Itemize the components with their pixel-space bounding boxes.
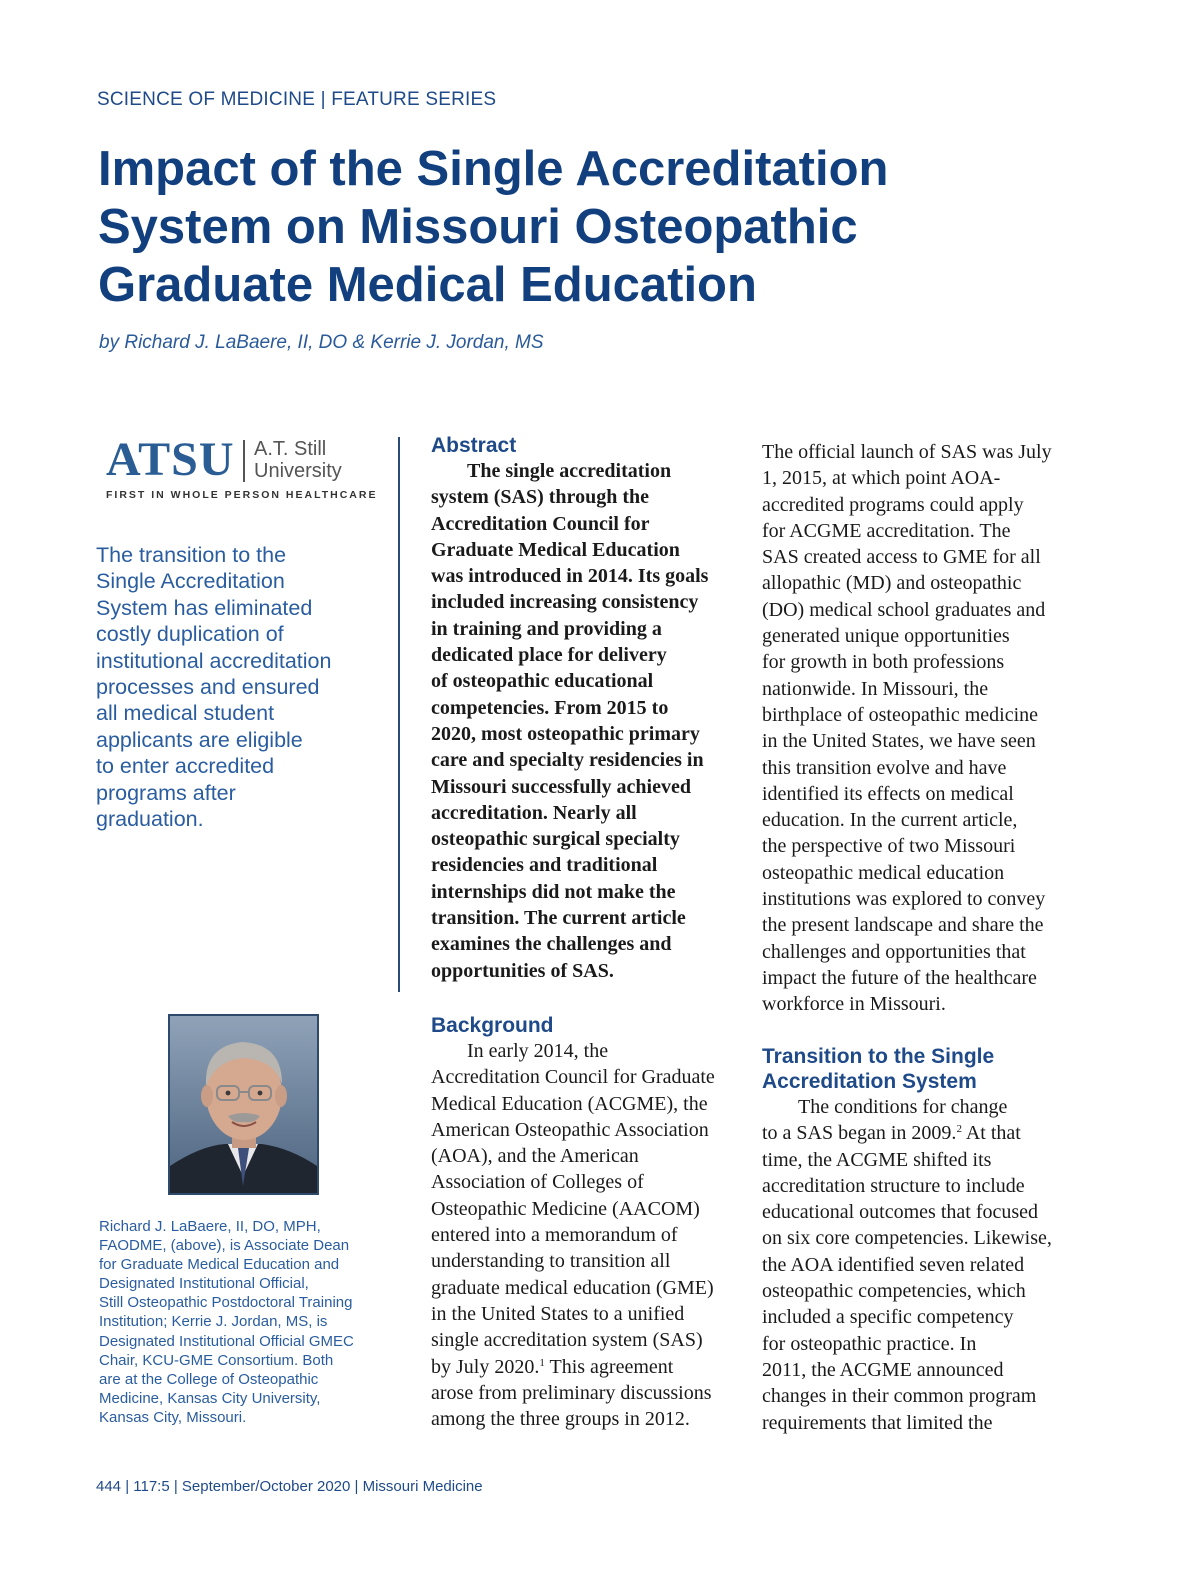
transition-line: 2011, the ACGME announced bbox=[762, 1358, 1004, 1381]
background-line: in the United States to a unified bbox=[431, 1302, 685, 1325]
abstract-line: system (SAS) through the bbox=[431, 486, 649, 509]
intro-line: accredited programs could apply bbox=[762, 493, 1024, 516]
transition-line: educational outcomes that focused bbox=[762, 1201, 1039, 1224]
intro-line: (DO) medical school graduates and bbox=[762, 598, 1046, 621]
reference-1[interactable]: 1 bbox=[539, 1356, 545, 1369]
series-label: SCIENCE OF MEDICINE | FEATURE SERIES bbox=[97, 89, 497, 110]
background-line: In early 2014, the bbox=[467, 1040, 609, 1062]
column-divider bbox=[398, 437, 400, 992]
pull-quote-line: institutional accreditation bbox=[96, 648, 332, 673]
abstract-line: opportunities of SAS. bbox=[431, 959, 614, 982]
pull-quote-line: Single Accreditation bbox=[96, 569, 285, 594]
byline: by Richard J. LaBaere, II, DO & Kerrie J. Jordan, MS bbox=[99, 332, 544, 353]
transition-line: osteopathic competencies, which bbox=[762, 1280, 1026, 1303]
transition-line-tail: At that bbox=[961, 1122, 1021, 1145]
background-line bbox=[431, 1354, 751, 1380]
background-line: single accreditation system (SAS) bbox=[431, 1329, 703, 1352]
abstract-line: internships did not make the bbox=[431, 880, 676, 903]
background-line: Osteopathic Medicine (AACOM) bbox=[431, 1197, 700, 1220]
transition-section bbox=[762, 1044, 1082, 1436]
background-line: entered into a memorandum of bbox=[431, 1224, 678, 1247]
background-line: American Osteopathic Association bbox=[431, 1118, 709, 1141]
background-section bbox=[431, 1014, 751, 1432]
abstract-line: in training and providing a bbox=[431, 617, 662, 640]
abstract-line: Accreditation Council for bbox=[431, 512, 650, 535]
intro-line: education. In the current article, bbox=[762, 809, 1018, 832]
caption-line: Medicine, Kansas City University, bbox=[99, 1389, 321, 1407]
caption-line: Designated Institutional Official, bbox=[99, 1275, 309, 1293]
caption-line: Richard J. LaBaere, II, DO, MPH, bbox=[99, 1218, 321, 1235]
background-line: Medical Education (ACGME), the bbox=[431, 1092, 708, 1115]
abstract-line: The single accreditation bbox=[467, 460, 672, 482]
pull-quote-line: to enter accredited bbox=[96, 754, 275, 779]
atsu-logo bbox=[106, 433, 378, 506]
intro-line: birthplace of osteopathic medicine bbox=[762, 703, 1039, 726]
pull-quote-line: programs after bbox=[96, 780, 236, 805]
intro-line: nationwide. In Missouri, the bbox=[762, 677, 989, 700]
transition-line: The conditions for change bbox=[798, 1096, 1008, 1118]
background-line: among the three groups in 2012. bbox=[431, 1408, 690, 1431]
abstract-line: Missouri successfully achieved bbox=[431, 775, 691, 798]
intro-line: in the United States, we have seen bbox=[762, 730, 1036, 753]
caption-line: are at the College of Osteopathic bbox=[99, 1370, 319, 1388]
abstract-line: competencies. From 2015 to bbox=[431, 696, 669, 719]
background-line: graduate medical education (GME) bbox=[431, 1276, 714, 1299]
pull-quote-line: processes and ensured bbox=[96, 675, 320, 700]
title-line: System on Missouri Osteopathic bbox=[98, 200, 858, 254]
abstract-heading: Abstract bbox=[431, 434, 517, 457]
logo-mark: ATSU bbox=[106, 433, 235, 486]
intro-line: SAS created access to GME for all bbox=[762, 546, 1041, 569]
article-title bbox=[98, 140, 1078, 314]
transition-line: requirements that limited the bbox=[762, 1411, 993, 1434]
abstract-section bbox=[431, 434, 751, 984]
author-photo bbox=[168, 1014, 319, 1195]
intro-line: the perspective of two Missouri bbox=[762, 835, 1016, 858]
intro-line: osteopathic medical education bbox=[762, 861, 1005, 884]
pull-quote-line: applicants are eligible bbox=[96, 727, 303, 752]
author-caption bbox=[99, 1217, 399, 1427]
pull-quote-line: costly duplication of bbox=[96, 622, 284, 647]
transition-line: on six core competencies. Likewise, bbox=[762, 1227, 1052, 1250]
background-line: arose from preliminary discussions bbox=[431, 1381, 712, 1404]
reference-2[interactable]: 2 bbox=[956, 1123, 962, 1136]
author-portrait-icon bbox=[170, 1016, 317, 1193]
intro-line: 1, 2015, at which point AOA- bbox=[762, 467, 1001, 490]
pull-quote-line: graduation. bbox=[96, 807, 204, 832]
pull-quote-line: The transition to the bbox=[96, 543, 287, 567]
background-line: understanding to transition all bbox=[431, 1250, 671, 1273]
abstract-line: was introduced in 2014. Its goals bbox=[431, 565, 709, 588]
caption-line: Still Osteopathic Postdoctoral Training bbox=[99, 1294, 353, 1312]
intro-line: the present landscape and share the bbox=[762, 914, 1044, 937]
caption-line: FAODME, (above), is Associate Dean bbox=[99, 1237, 350, 1255]
caption-line: Chair, KCU-GME Consortium. Both bbox=[99, 1351, 334, 1369]
abstract-line: residencies and traditional bbox=[431, 854, 658, 877]
abstract-line: accreditation. Nearly all bbox=[431, 801, 637, 824]
intro-line: impact the future of the healthcare bbox=[762, 966, 1037, 989]
intro-section bbox=[762, 439, 1082, 1018]
background-line: Association of Colleges of bbox=[431, 1171, 644, 1194]
intro-line: for growth in both professions bbox=[762, 651, 1005, 674]
background-line-tail: This agreement bbox=[544, 1355, 674, 1378]
intro-line: The official launch of SAS was July bbox=[762, 441, 1052, 463]
abstract-line: care and specialty residencies in bbox=[431, 749, 704, 772]
abstract-line: Graduate Medical Education bbox=[431, 538, 680, 561]
logo-name bbox=[254, 438, 342, 482]
logo-name-line: A.T. Still bbox=[254, 438, 327, 460]
intro-line: challenges and opportunities that bbox=[762, 940, 1026, 963]
transition-line: accreditation structure to include bbox=[762, 1174, 1025, 1197]
abstract-line: dedicated place for delivery bbox=[431, 644, 667, 667]
transition-line: time, the ACGME shifted its bbox=[762, 1148, 992, 1171]
transition-heading: Transition to the Single bbox=[762, 1045, 995, 1068]
abstract-line: 2020, most osteopathic primary bbox=[431, 722, 700, 745]
pull-quote-line: System has eliminated bbox=[96, 595, 313, 620]
transition-line-text: to a SAS began in 2009. bbox=[762, 1122, 957, 1145]
background-line: Accreditation Council for Graduate bbox=[431, 1066, 715, 1089]
logo-name-line: University bbox=[254, 460, 342, 482]
caption-line: for Graduate Medical Education and bbox=[99, 1256, 340, 1274]
title-line: Impact of the Single Accreditation bbox=[98, 142, 889, 196]
abstract-line: included increasing consistency bbox=[431, 591, 699, 614]
abstract-line: osteopathic surgical specialty bbox=[431, 828, 680, 851]
logo-tagline: FIRST IN WHOLE PERSON HEALTHCARE bbox=[106, 489, 378, 501]
pull-quote bbox=[96, 542, 386, 832]
abstract-line: examines the challenges and bbox=[431, 933, 672, 956]
transition-heading: Accreditation System bbox=[762, 1070, 977, 1093]
caption-line: Kansas City, Missouri. bbox=[99, 1408, 247, 1426]
title-line: Graduate Medical Education bbox=[98, 258, 757, 312]
background-heading: Background bbox=[431, 1014, 554, 1037]
intro-line: allopathic (MD) and osteopathic bbox=[762, 572, 1022, 595]
logo-divider bbox=[243, 440, 245, 482]
transition-line: included a specific competency bbox=[762, 1306, 1014, 1329]
transition-line: the AOA identified seven related bbox=[762, 1253, 1025, 1276]
page-footer: 444 | 117:5 | September/October 2020 | Missouri Medicine bbox=[96, 1478, 483, 1495]
intro-line: for ACGME accreditation. The bbox=[762, 519, 1011, 542]
transition-line: changes in their common program bbox=[762, 1385, 1037, 1408]
abstract-line: transition. The current article bbox=[431, 907, 686, 930]
caption-line: Designated Institutional Official GMEC bbox=[99, 1332, 354, 1350]
background-line: (AOA), and the American bbox=[431, 1145, 639, 1168]
intro-line: workforce in Missouri. bbox=[762, 993, 946, 1016]
abstract-line: of osteopathic educational bbox=[431, 670, 654, 693]
pull-quote-line: all medical student bbox=[96, 701, 275, 726]
transition-line bbox=[762, 1120, 1082, 1146]
background-line-text: by July 2020. bbox=[431, 1355, 540, 1378]
intro-line: identified its effects on medical bbox=[762, 782, 1014, 805]
intro-line: institutions was explored to convey bbox=[762, 888, 1046, 911]
transition-line: for osteopathic practice. In bbox=[762, 1332, 977, 1355]
caption-line: Institution; Kerrie J. Jordan, MS, is bbox=[99, 1313, 328, 1331]
intro-line: this transition evolve and have bbox=[762, 756, 1007, 779]
intro-line: generated unique opportunities bbox=[762, 625, 1010, 648]
